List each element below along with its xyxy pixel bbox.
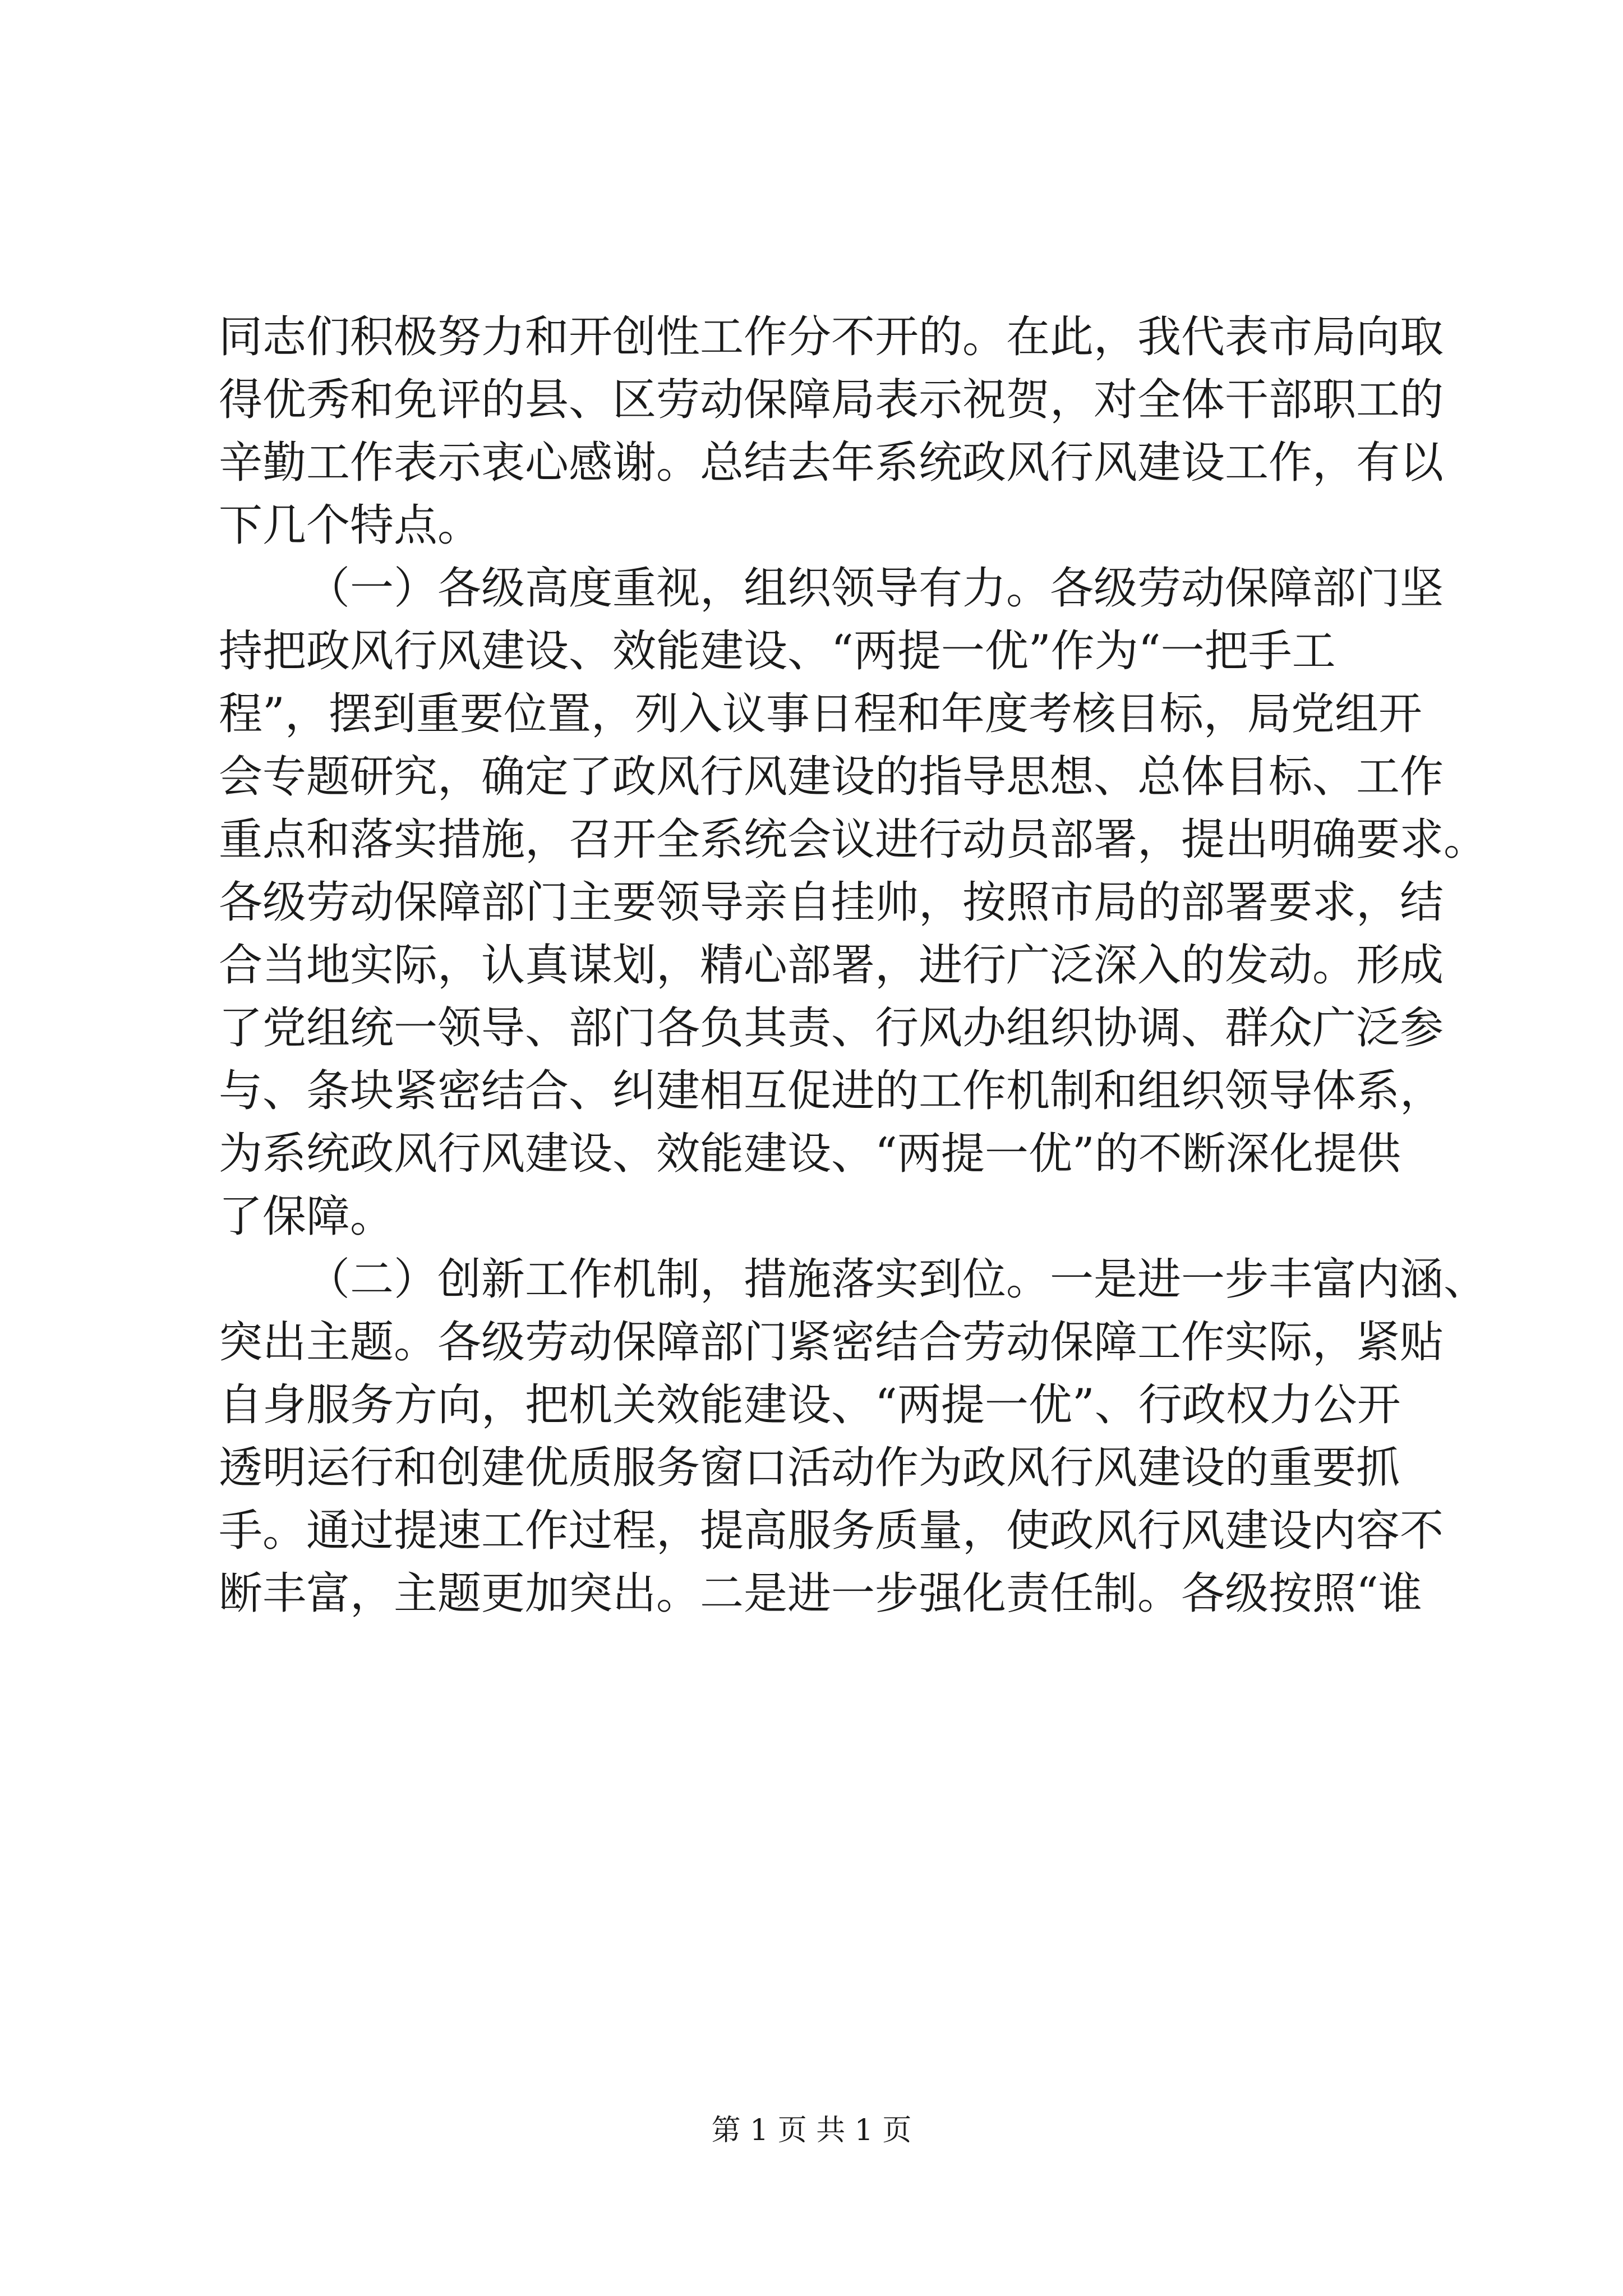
section-heading-line: （二）创新工作机制，措施落实到位。一是进一步丰富内涵、 [306,1254,1488,1305]
text-line: 持把政风行风建设、效能建设、“两提一优”作为“一把手工 [219,626,1336,677]
document-body [219,306,1488,1625]
page-number-label: 第 1 页 共 1 页 [711,2114,912,2147]
text-line: 了党组统一领导、部门各负其责、行风办组织协调、群众广泛参 [219,1003,1444,1053]
text-line: 重点和落实措施，召开全系统会议进行动员部署，提出明确要求。 [219,815,1488,865]
text-line: 得优秀和免评的县、区劳动保障局表示祝贺，对全体干部职工的 [219,375,1444,425]
text-line: 自身服务方向，把机关效能建设、“两提一优”、行政权力公开 [219,1380,1401,1430]
text-line: 透明运行和创建优质服务窗口活动作为政风行风建设的重要抓 [219,1443,1400,1493]
text-line: 程”，摆到重要位置，列入议事日程和年度考核目标，局党组开 [219,689,1422,739]
text-line: 了保障。 [219,1191,394,1242]
text-line: 手。通过提速工作过程，提高服务质量，使政风行风建设内容不 [219,1506,1444,1556]
text-line: 辛勤工作表示衷心感谢。总结去年系统政风行风建设工作，有以 [219,438,1444,488]
text-line: 下几个特点。 [219,500,482,551]
text-line: 同志们积极努力和开创性工作分不开的。在此，我代表市局向取 [219,312,1444,362]
text-line: 会专题研究，确定了政风行风建设的指导思想、总体目标、工作 [219,752,1444,802]
text-line: 与、条块紧密结合、纠建相互促进的工作机制和组织领导体系， [219,1066,1444,1116]
text-line: 合当地实际，认真谋划，精心部署，进行广泛深入的发动。形成 [219,940,1444,991]
section-heading-line: （一）各级高度重视，组织领导有力。各级劳动保障部门坚 [306,563,1444,614]
text-line: 各级劳动保障部门主要领导亲自挂帅，按照市局的部署要求，结 [219,877,1444,928]
text-line: 为系统政风行风建设、效能建设、“两提一优”的不断深化提供 [219,1129,1401,1179]
text-line: 断丰富，主题更加突出。二是进一步强化责任制。各级按照“谁 [219,1568,1422,1619]
text-line: 突出主题。各级劳动保障部门紧密结合劳动保障工作实际，紧贴 [219,1317,1444,1368]
page-footer [0,2106,1623,2148]
